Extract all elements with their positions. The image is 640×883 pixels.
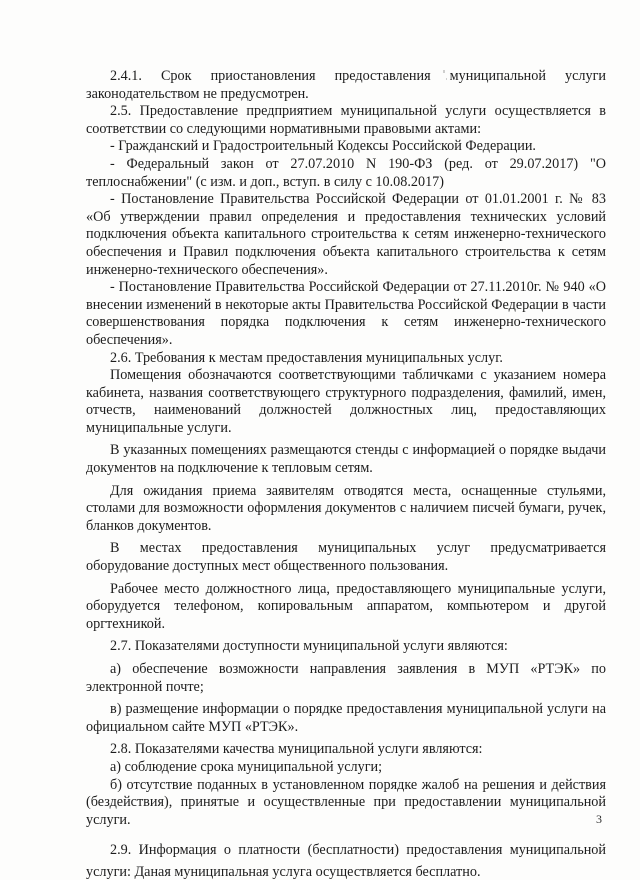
- paragraph-premises: Помещения обозначаются соответствующими табличками с указанием номера кабинета, названия соответствующего структурного подразделения, фамилий, имен, отчеств, наименований должностей должностных лиц, предоставляющих муниципальные услуги.: [86, 367, 606, 436]
- paragraph-2-4-1: 2.4.1. Срок приостановления предоставления муниципальной услуги законодательством не предусмотрен.: [86, 68, 606, 102]
- list-item-federal-law: - Федеральный закон от 27.07.2010 N 190-ФЗ (ред. от 29.07.2017) "О теплоснабжении" (с изм. и доп., вступ. в силу с 10.08.2017): [86, 155, 606, 190]
- paragraph-2-5: 2.5. Предоставление предприятием муниципальной услуги осуществляется в соответствии со следующими нормативными правовыми актами:: [86, 103, 606, 137]
- page-number: 3: [596, 812, 602, 826]
- paragraph-2-9: 2.9. Информация о платности (бесплатности) предоставления муниципальной услуги: Даная муниципальная услуга осуществляется бесплатно.: [86, 842, 606, 881]
- paragraph-2-8: 2.8. Показателями качества муниципальной услуги являются:: [110, 741, 483, 758]
- list-item-resolution-83: - Постановление Правительства Российской Федерации от 01.01.2001 г. № 83 «Об утверждении правил определения и предоставления технических условий подключения объекта капитального строительства к сетям инженерно-технического обеспечения и Правил подключения объекта капитального строительства к сетям инженерно-технического обеспечения».: [86, 191, 606, 278]
- list-item-term: а) соблюдение срока муниципальной услуги;: [110, 758, 383, 775]
- paragraph-2-6: 2.6. Требования к местам предоставления муниципальных услуг.: [110, 349, 503, 366]
- paragraph-stands: В указанных помещениях размещаются стенды с информацией о порядке выдачи документов на подключение к тепловым сетям.: [86, 442, 606, 477]
- document-body: [86, 68, 606, 883]
- paragraph-waiting: Для ожидания приема заявителям отводятся места, оснащенные стульями, столами для возможности оформления документов с наличием писчей бумаги, ручек, бланков документов.: [86, 482, 606, 534]
- paragraph-2-9-wrapper: [86, 839, 606, 883]
- paragraph-workplace: Рабочее место должностного лица, предоставляющего муниципальные услуги, оборудуется телефоном, копировальным аппаратом, компьютером и другой оргтехникой.: [86, 580, 606, 632]
- list-item-codes: - Гражданский и Градостроительный Кодексы Российской Федерации.: [110, 138, 536, 155]
- list-item-complaints: б) отсутствие поданных в установленном порядке жалоб на решения и действия (бездействия), принятые и осуществленные при предоставлении муниципальной услуги.: [86, 776, 606, 828]
- list-item-resolution-940: - Постановление Правительства Российской Федерации от 27.11.2010г. № 940 «О внесении изменений в некоторые акты Правительства Российской Федерации в части совершенствования порядка подключения к сетям инженерно-технического обеспечения».: [86, 279, 606, 348]
- paragraph-2-7: 2.7. Показателями доступности муниципальной услуги являются:: [110, 638, 508, 655]
- list-item-website: в) размещение информации о порядке предоставления муниципальной услуги на официальном сайте МУП «РТЭК».: [86, 701, 606, 735]
- paragraph-public-places: В местах предоставления муниципальных услуг предусматривается оборудование доступных мест общественного пользования.: [86, 540, 606, 575]
- list-item-email: а) обеспечение возможности направления заявления в МУП «РТЭК» по электронной почте;: [86, 661, 606, 695]
